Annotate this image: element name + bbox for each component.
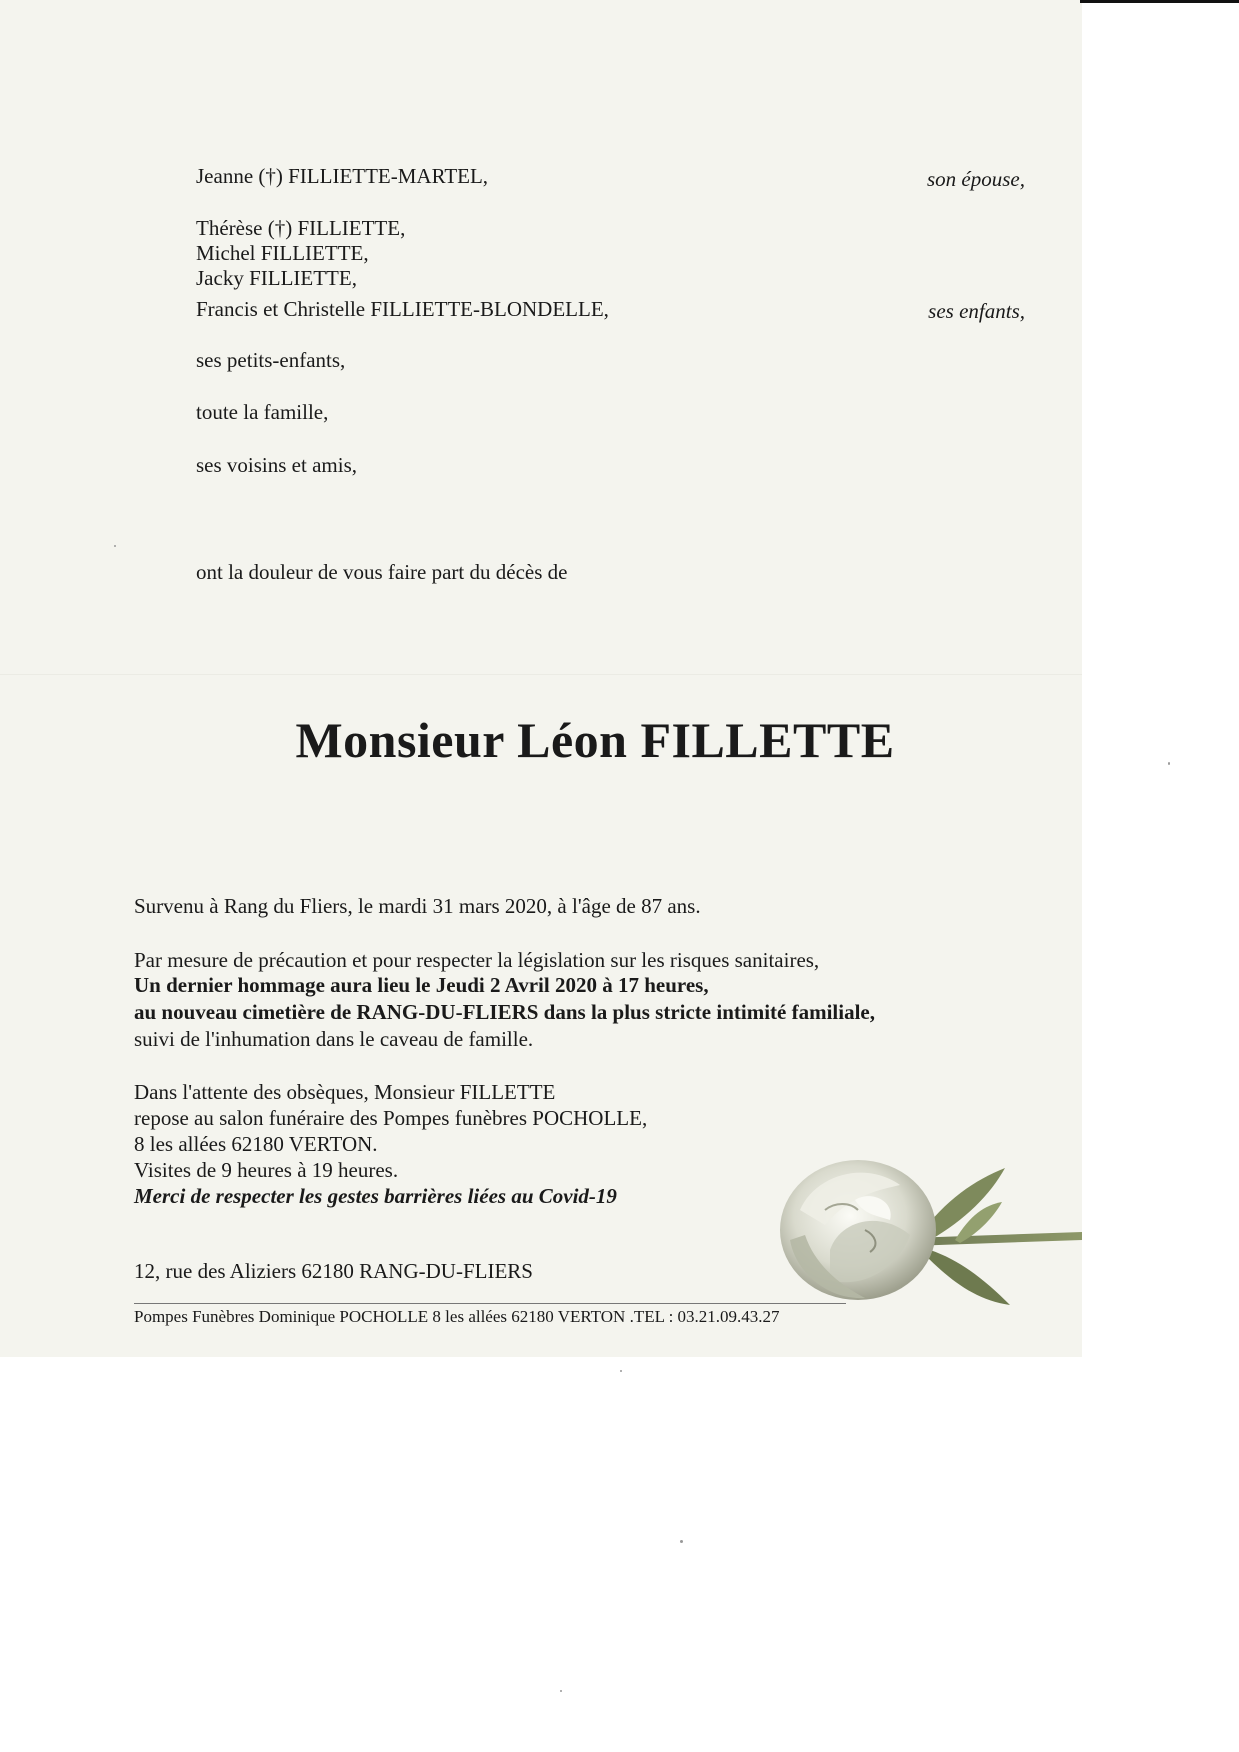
death-line: Survenu à Rang du Fliers, le mardi 31 mars 2020, à l'âge de 87 ans. bbox=[134, 894, 701, 918]
funeral-home-footer: Pompes Funèbres Dominique POCHOLLE 8 les allées 62180 VERTON .TEL : 03.21.09.43.27 bbox=[134, 1307, 780, 1326]
child-name: Thérèse (†) FILLIETTE, bbox=[196, 216, 406, 240]
precaution-line: Par mesure de précaution et pour respecter la législation sur les risques sanitaires, bbox=[134, 948, 820, 972]
spouse-name: Jeanne (†) FILLIETTE-MARTEL, bbox=[196, 164, 489, 188]
funeral-home-address: 8 les allées 62180 VERTON. bbox=[134, 1132, 378, 1156]
scan-speck bbox=[1168, 762, 1170, 765]
fold-line bbox=[0, 674, 1082, 676]
children-role: ses enfants, bbox=[928, 299, 1025, 323]
child-name: Jacky FILLIETTE, bbox=[196, 266, 357, 290]
grandchildren: ses petits-enfants, bbox=[196, 348, 346, 372]
child-name: Francis et Christelle FILLIETTE-BLONDELLE, bbox=[196, 297, 609, 321]
footer-rule bbox=[134, 1303, 846, 1304]
ceremony-location-line: au nouveau cimetière de RANG-DU-FLIERS dans la plus stricte intimité familiale, bbox=[134, 1000, 875, 1024]
burial-line: suivi de l'inhumation dans le caveau de famille. bbox=[134, 1027, 534, 1051]
covid-notice: Merci de respecter les gestes barrières liées au Covid-19 bbox=[134, 1184, 617, 1208]
scan-speck bbox=[114, 545, 116, 547]
scan-speck bbox=[560, 1690, 562, 1692]
white-rose-icon bbox=[770, 1140, 1082, 1320]
announcement-line: ont la douleur de vous faire part du décès de bbox=[196, 560, 568, 584]
whole-family: toute la famille, bbox=[196, 400, 329, 424]
deceased-name: Monsieur Léon FILLETTE bbox=[295, 712, 895, 768]
spouse-role: son épouse, bbox=[927, 167, 1025, 191]
waiting-line: Dans l'attente des obsèques, Monsieur FILLETTE bbox=[134, 1080, 556, 1104]
family-address: 12, rue des Aliziers 62180 RANG-DU-FLIERS bbox=[134, 1259, 533, 1283]
funeral-home-line: repose au salon funéraire des Pompes funèbres POCHOLLE, bbox=[134, 1106, 648, 1130]
scan-speck bbox=[620, 1370, 622, 1372]
card-edge bbox=[1080, 0, 1239, 3]
child-name: Michel FILLIETTE, bbox=[196, 241, 369, 265]
visits-line: Visites de 9 heures à 19 heures. bbox=[134, 1158, 399, 1182]
neighbors: ses voisins et amis, bbox=[196, 453, 357, 477]
ceremony-line: Un dernier hommage aura lieu le Jeudi 2 Avril 2020 à 17 heures, bbox=[134, 973, 709, 997]
scan-speck bbox=[680, 1540, 683, 1543]
